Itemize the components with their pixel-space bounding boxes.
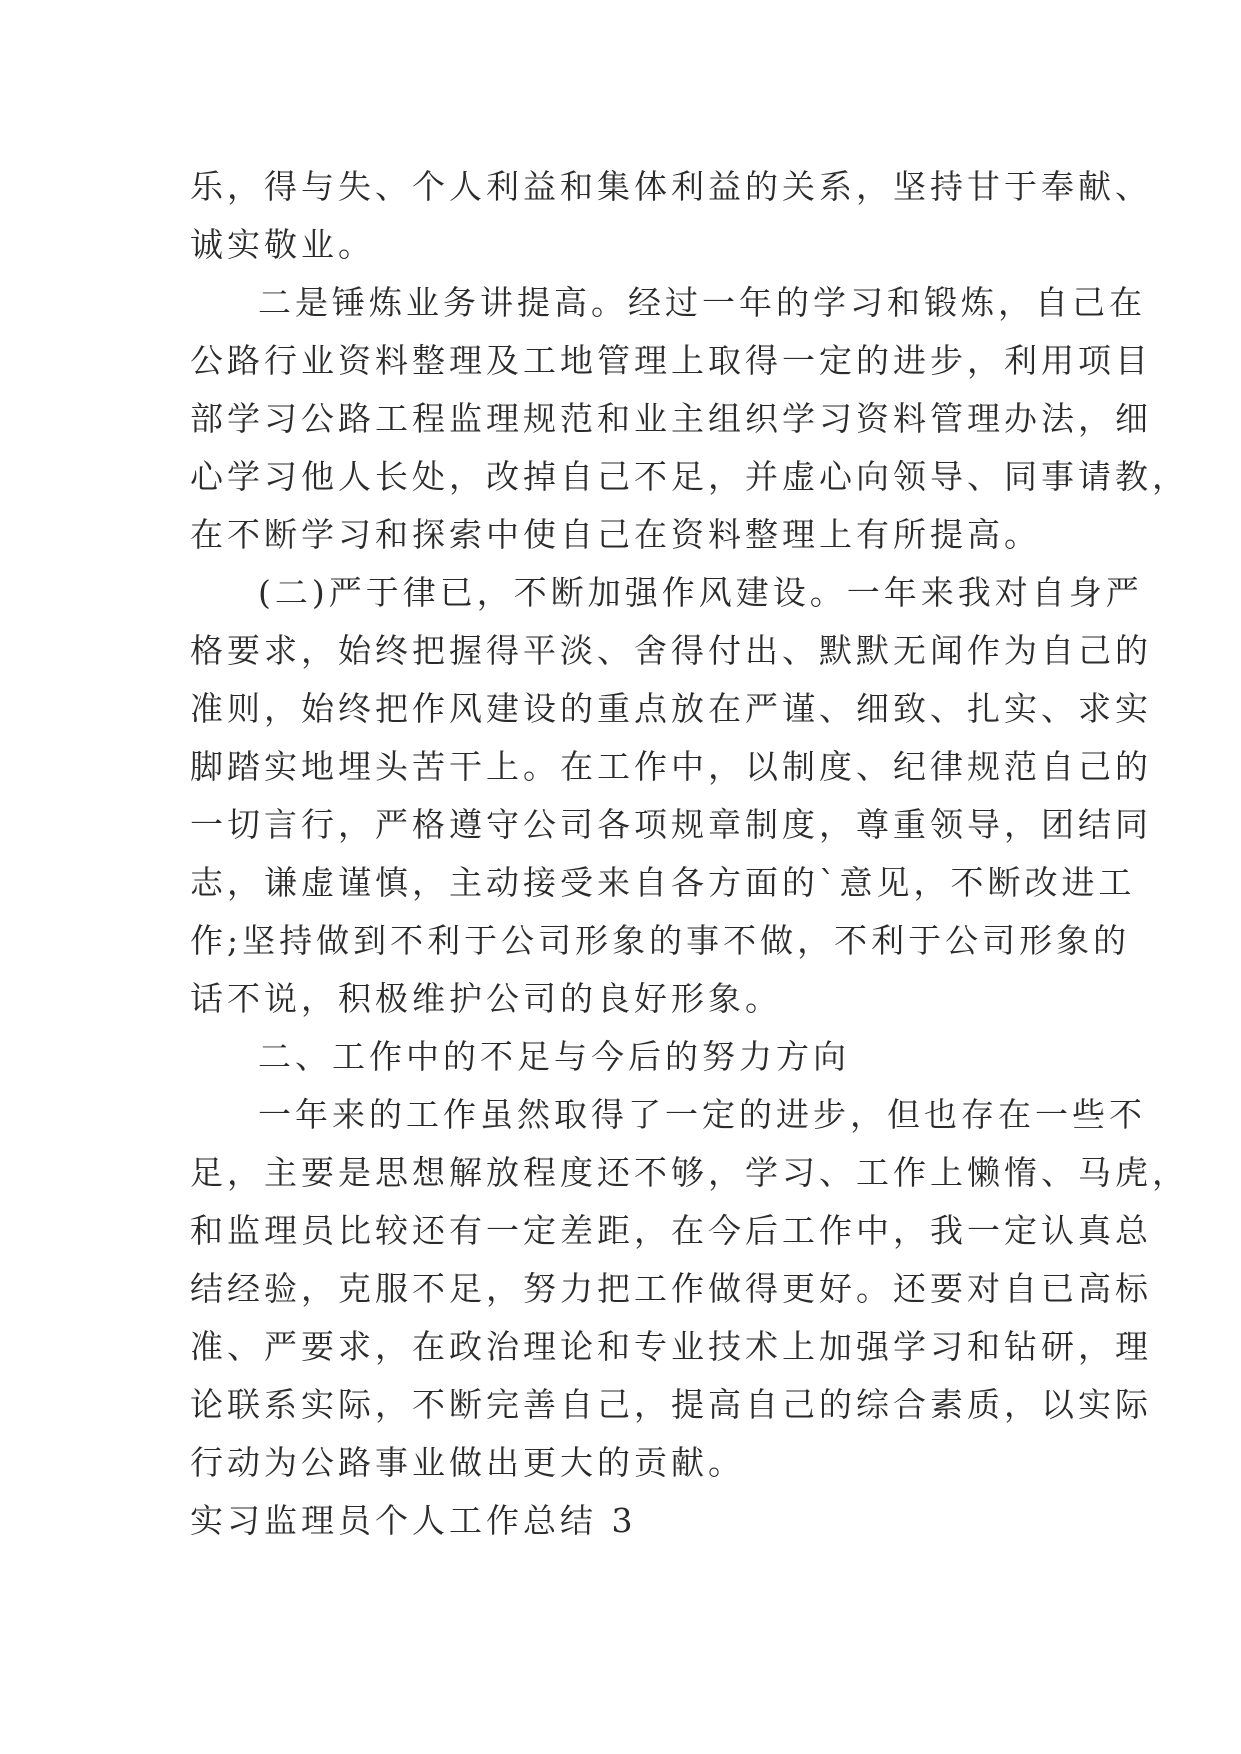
text-line: 在不断学习和探索中使自己在资料整理上有所提高。 xyxy=(190,515,1041,554)
text-line: 志，谦虚谨慎，主动接受来自各方面的`意见，不断改进工 xyxy=(190,863,1136,902)
text-line: 和监理员比较还有一定差距，在今后工作中，我一定认真总 xyxy=(190,1211,1152,1250)
text-line: 准、严要求，在政治理论和专业技术上加强学习和钻研，理 xyxy=(190,1327,1152,1366)
text-line: 一切言行，严格遵守公司各项规章制度，尊重领导，团结同 xyxy=(190,805,1152,844)
text-line: 话不说，积极维护公司的良好形象。 xyxy=(190,979,782,1018)
paragraph-start-line: 二是锤炼业务讲提高。经过一年的学习和锻炼，自己在 xyxy=(258,283,1146,322)
text-line: 准则，始终把作风建设的重点放在严谨、细致、扎实、求实 xyxy=(190,689,1152,728)
paragraph-start-line: 一年来的工作虽然取得了一定的进步，但也存在一些不 xyxy=(258,1095,1146,1134)
text-line: 论联系实际，不断完善自己，提高自己的综合素质，以实际 xyxy=(190,1385,1152,1424)
text-line: 部学习公路工程监理规范和业主组织学习资料管理办法，细 xyxy=(190,399,1152,438)
text-line: 脚踏实地埋头苦干上。在工作中，以制度、纪律规范自己的 xyxy=(190,747,1152,786)
text-line: 作;坚持做到不利于公司形象的事不做，不利于公司形象的 xyxy=(190,921,1131,960)
document-body xyxy=(190,158,1189,1550)
text-line: 公路行业资料整理及工地管理上取得一定的进步，利用项目 xyxy=(190,341,1152,380)
paragraph-start-line: (二)严于律已，不断加强作风建设。一年来我对自身严 xyxy=(258,573,1143,612)
document-title: 实习监理员个人工作总结 3 xyxy=(190,1501,637,1540)
text-line: 心学习他人长处，改掉自己不足，并虚心向领导、同事请教， xyxy=(190,457,1189,496)
text-line: 诚实敬业。 xyxy=(190,225,375,264)
section-heading: 二、工作中的不足与今后的努力方向 xyxy=(258,1037,850,1076)
text-line: 结经验，克服不足，努力把工作做得更好。还要对自已高标 xyxy=(190,1269,1152,1308)
text-line: 足，主要是思想解放程度还不够，学习、工作上懒惰、马虎， xyxy=(190,1153,1189,1192)
text-line: 行动为公路事业做出更大的贡献。 xyxy=(190,1443,745,1482)
text-line: 格要求，始终把握得平淡、舍得付出、默默无闻作为自己的 xyxy=(190,631,1152,670)
text-line: 乐，得与失、个人利益和集体利益的关系，坚持甘于奉献、 xyxy=(190,167,1152,206)
